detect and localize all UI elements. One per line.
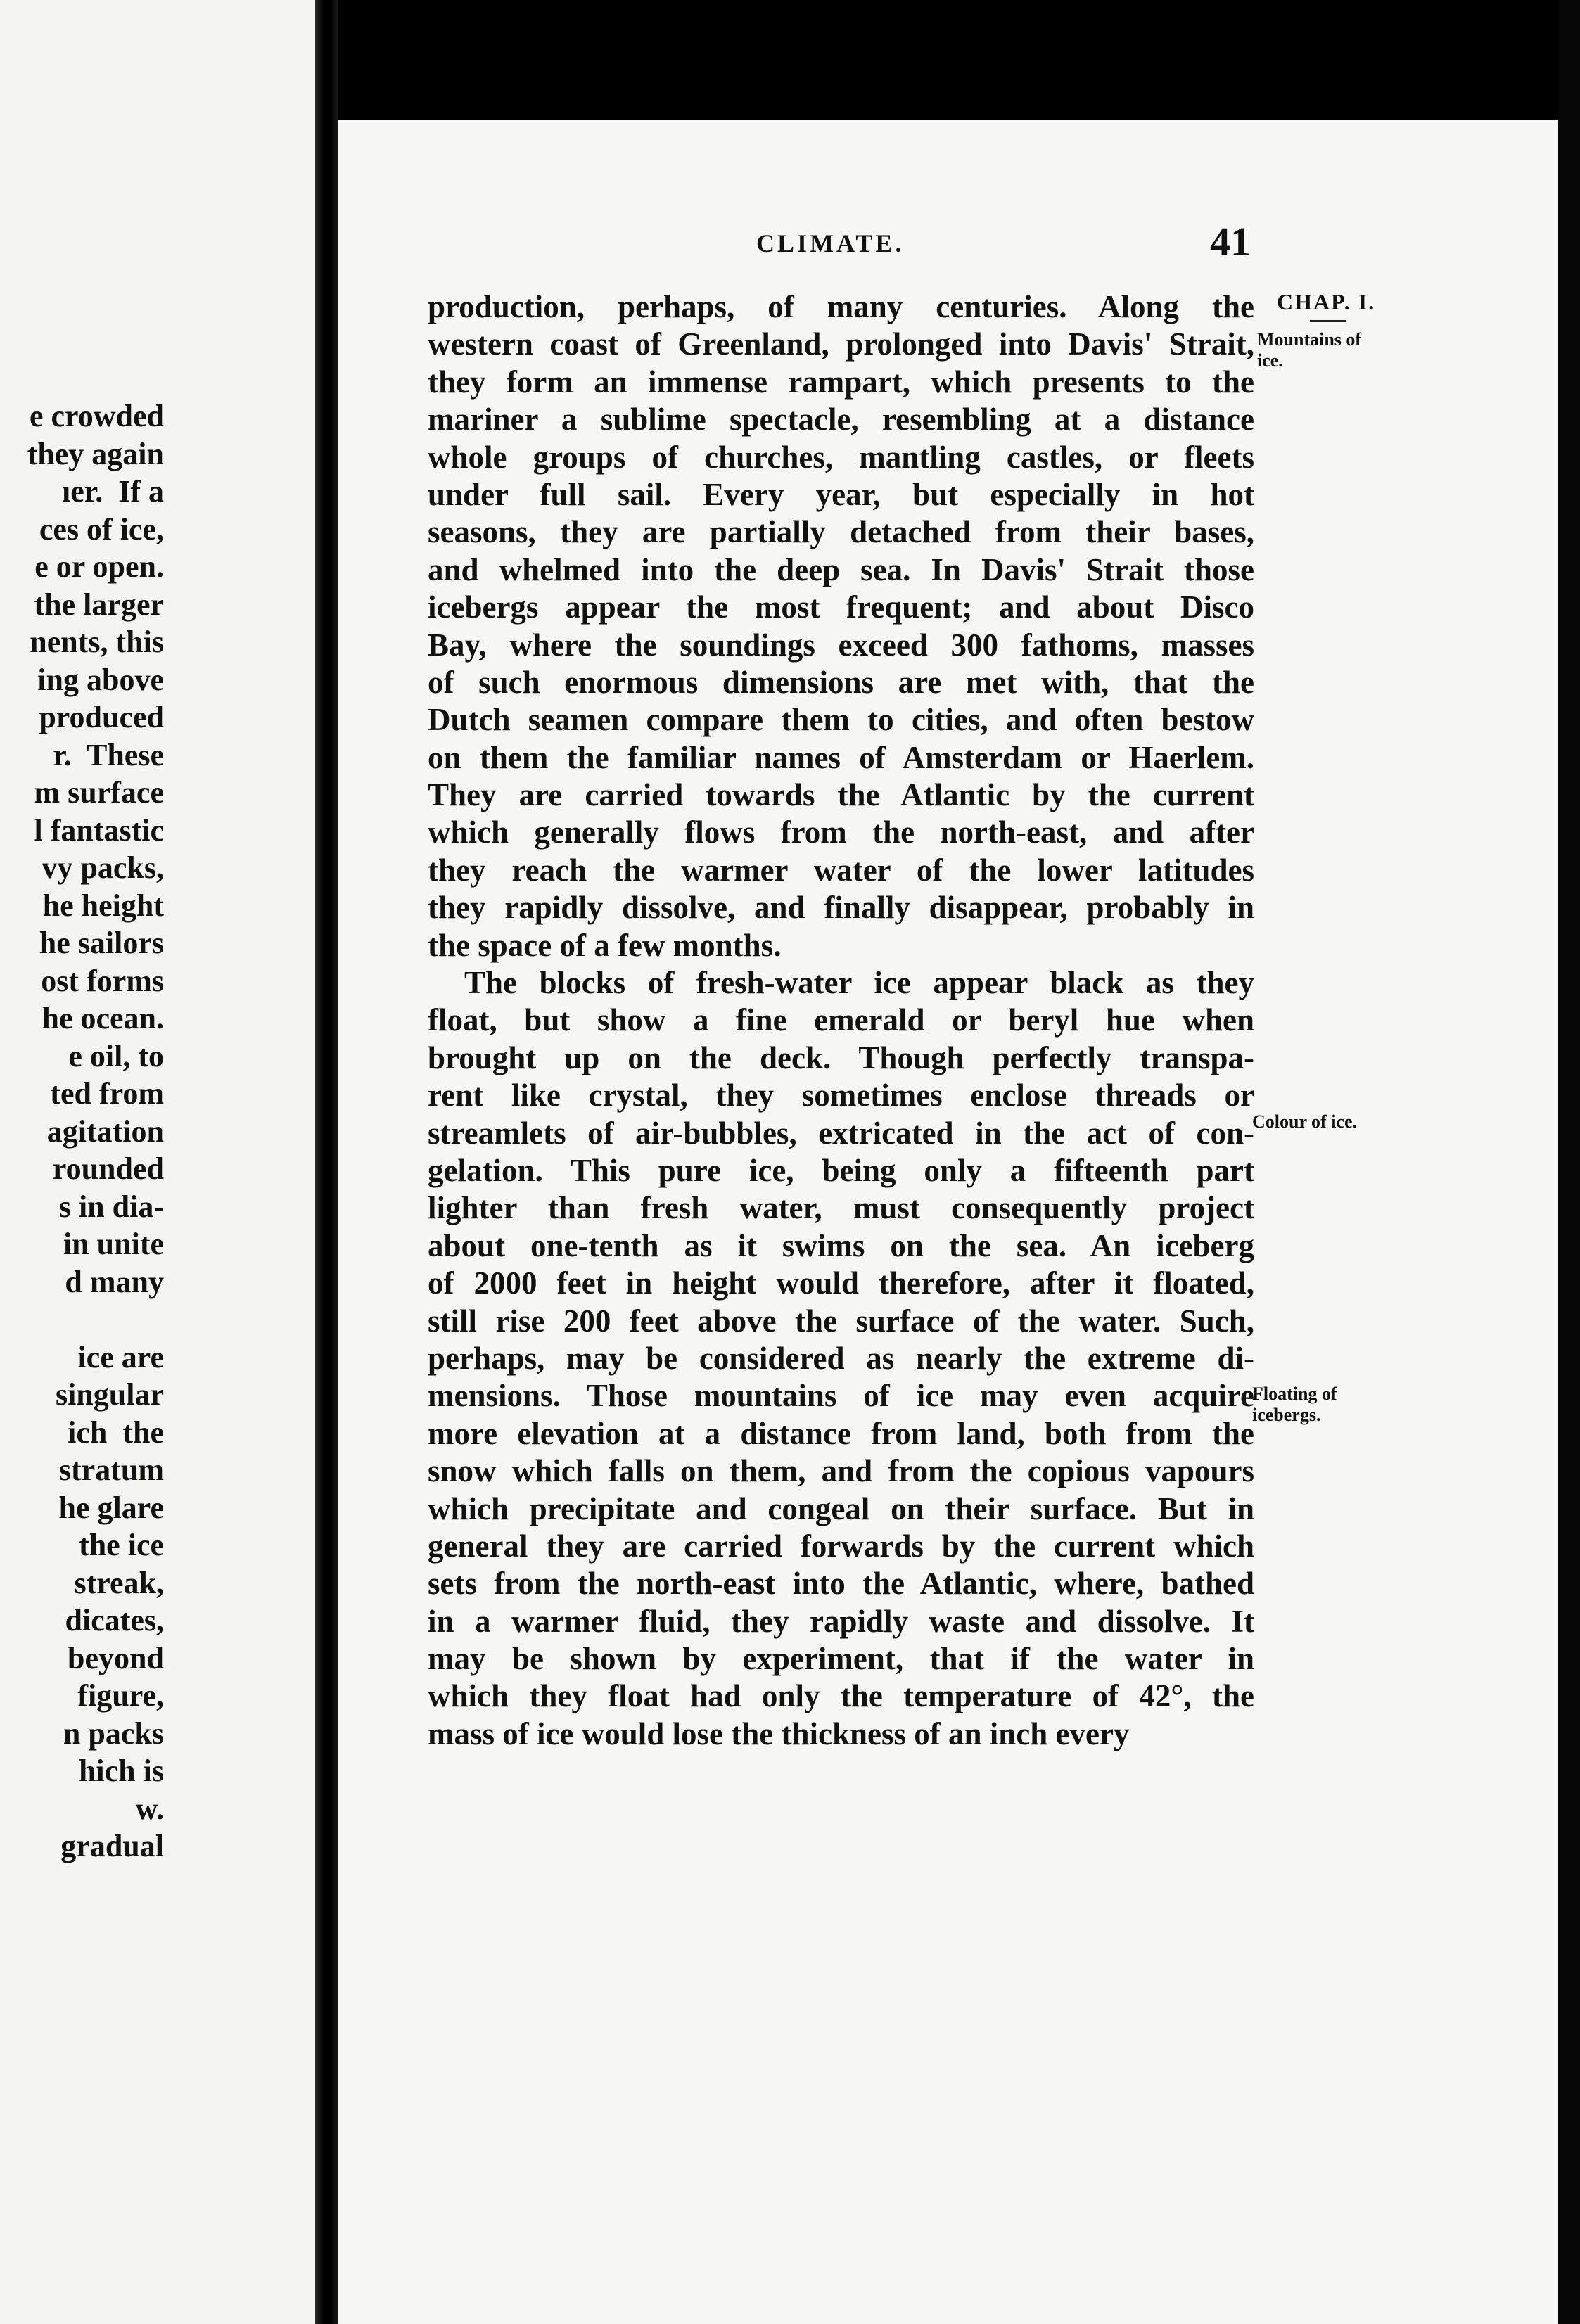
book-gutter <box>315 0 338 2324</box>
margin-note-rule <box>1310 320 1346 322</box>
text-line: western coast of Greenland, prolonged into Davis' Strait, <box>428 326 1254 362</box>
text-line: snow which falls on them, and from the copious vapours <box>428 1453 1254 1489</box>
facing-page-line: he sailors <box>39 926 164 960</box>
margin-note-line: Floating of <box>1252 1384 1337 1404</box>
text-line: seasons, they are partially detached from their bases, <box>428 514 1254 550</box>
facing-page-line: streak, <box>74 1565 164 1600</box>
facing-page-line <box>0 1301 164 1339</box>
facing-page-line: gradual <box>60 1829 164 1863</box>
text-line: brought up on the deck. Though perfectly transpa- <box>428 1040 1254 1075</box>
facing-page-line: ıer. If a <box>61 474 164 509</box>
text-line: under full sail. Every year, but especially in hot <box>428 476 1254 512</box>
facing-page-line: e crowded <box>29 399 164 433</box>
text-line: about one-tenth as it swims on the sea. An iceberg <box>428 1227 1254 1263</box>
facing-page-line: n packs <box>63 1716 164 1751</box>
facing-page-line: stratum <box>58 1452 164 1487</box>
facing-page-line: the larger <box>34 587 164 622</box>
margin-note-colour-of-ice: Colour of ice. <box>1252 1111 1357 1132</box>
facing-page-line: r. These <box>53 737 164 772</box>
text-line: Bay, where the soundings exceed 300 fathoms, masses <box>428 627 1254 663</box>
facing-page-line: in unite <box>63 1227 164 1261</box>
text-line: They are carried towards the Atlantic by the current <box>428 777 1254 813</box>
facing-page-line: l fantastic <box>34 812 164 848</box>
facing-page-line: dicates, <box>65 1603 164 1637</box>
text-line: may be shown by experiment, that if the water in <box>428 1641 1254 1677</box>
margin-note-floating-icebergs <box>1252 1384 1337 1426</box>
page-number: 41 <box>1210 219 1251 264</box>
text-line: lighter than fresh water, must consequently project <box>428 1190 1254 1226</box>
text-line: which they float had only the temperature of 42°, the <box>428 1678 1254 1714</box>
facing-page-line: d many <box>65 1264 164 1299</box>
facing-page <box>0 0 315 2324</box>
text-line: mass of ice would lose the thickness of an inch every <box>428 1716 1130 1751</box>
running-head: CLIMATE. <box>756 229 905 257</box>
text-line: whole groups of churches, mantling castles, or fleets <box>428 439 1254 475</box>
facing-page-line: rounded <box>52 1151 164 1186</box>
facing-page-line: ted from <box>50 1076 164 1111</box>
text-line: float, but show a fine emerald or beryl hue when <box>428 1002 1254 1038</box>
text-line: on them the familiar names of Amsterdam or Haerlem. <box>428 739 1254 775</box>
facing-page-line: ces of ice, <box>39 511 164 547</box>
text-line: of 2000 feet in height would therefore, after it floated, <box>428 1265 1254 1301</box>
facing-page-line: the ice <box>79 1528 164 1562</box>
facing-page-line: singular <box>55 1377 164 1412</box>
facing-page-line: ice are <box>70 1339 164 1374</box>
facing-page-line: he ocean. <box>42 1001 164 1035</box>
margin-note-chapter: CHAP. I. <box>1277 289 1376 314</box>
text-line: sets from the north-east into the Atlantic, where, bathed <box>428 1566 1254 1602</box>
text-line: gelation. This pure ice, being only a fifteenth part <box>428 1152 1254 1188</box>
facing-page-line: e oil, to <box>68 1038 164 1073</box>
facing-page-line: figure, <box>77 1678 164 1713</box>
text-line: mensions. Those mountains of ice may even acquire <box>428 1378 1254 1414</box>
text-line: of such enormous dimensions are met with, that the <box>428 664 1254 700</box>
facing-page-line: produced <box>39 700 164 734</box>
facing-page-line: agitation <box>46 1113 164 1149</box>
text-line: they form an immense rampart, which presents to the <box>428 364 1254 400</box>
text-line: streamlets of air-bubbles, extricated in the act of con- <box>428 1115 1254 1151</box>
text-line: mariner a sublime spectacle, resembling at a distance <box>428 402 1254 438</box>
facing-page-line: nents, this <box>30 625 164 659</box>
text-line: which generally flows from the north-east, and after <box>428 815 1254 850</box>
text-line: Dutch seamen compare them to cities, and often bestow <box>428 702 1254 738</box>
text-line: rent like crystal, they sometimes enclose threads or <box>428 1078 1254 1113</box>
facing-page-line: ost forms <box>41 963 164 998</box>
text-line: they reach the warmer water of the lower latitudes <box>428 852 1254 888</box>
margin-note-line: Mountains of <box>1257 329 1362 350</box>
facing-page-line: w. <box>135 1791 164 1826</box>
margin-note-line: ice. <box>1257 350 1283 371</box>
body-text <box>428 288 1254 1753</box>
text-line: general they are carried forwards by the current which <box>428 1528 1254 1564</box>
text-line: icebergs appear the most frequent; and about Disco <box>428 589 1254 625</box>
facing-page-line: vy packs, <box>42 850 164 885</box>
facing-page-text <box>0 397 164 1865</box>
facing-page-line: beyond <box>68 1640 164 1675</box>
text-line: the space of a few months. <box>428 927 782 963</box>
facing-page-line: they again <box>27 436 164 471</box>
text-line: which precipitate and congeal on their surface. But in <box>428 1490 1254 1526</box>
facing-page-line: hich is <box>78 1754 164 1788</box>
text-line: still rise 200 feet above the surface of the water. Such, <box>428 1303 1254 1339</box>
text-line: production, perhaps, of many centuries. Along the <box>428 289 1254 324</box>
facing-page-line: e or open. <box>34 549 164 584</box>
facing-page-line: he glare <box>58 1490 164 1525</box>
text-line: they rapidly dissolve, and finally disappear, probably in <box>428 890 1254 926</box>
text-line: in a warmer fluid, they rapidly waste and dissolve. It <box>428 1603 1254 1639</box>
facing-page-line: ing above <box>37 662 164 697</box>
text-line: The blocks of fresh-water ice appear black as they <box>464 965 1254 1001</box>
facing-page-line: m surface <box>34 775 164 810</box>
page-edge-shadow <box>1558 0 1580 2324</box>
text-line: and whelmed into the deep sea. In Davis' Strait those <box>428 551 1254 587</box>
facing-page-line: he height <box>42 888 164 923</box>
margin-note-mountains-of-ice <box>1257 329 1361 371</box>
facing-page-line: s in dia- <box>58 1189 164 1224</box>
text-line: more elevation at a distance from land, both from the <box>428 1415 1254 1451</box>
facing-page-line: ich the <box>68 1415 164 1450</box>
margin-note-line: icebergs. <box>1252 1405 1321 1425</box>
text-line: perhaps, may be considered as nearly the extreme di- <box>428 1340 1254 1376</box>
